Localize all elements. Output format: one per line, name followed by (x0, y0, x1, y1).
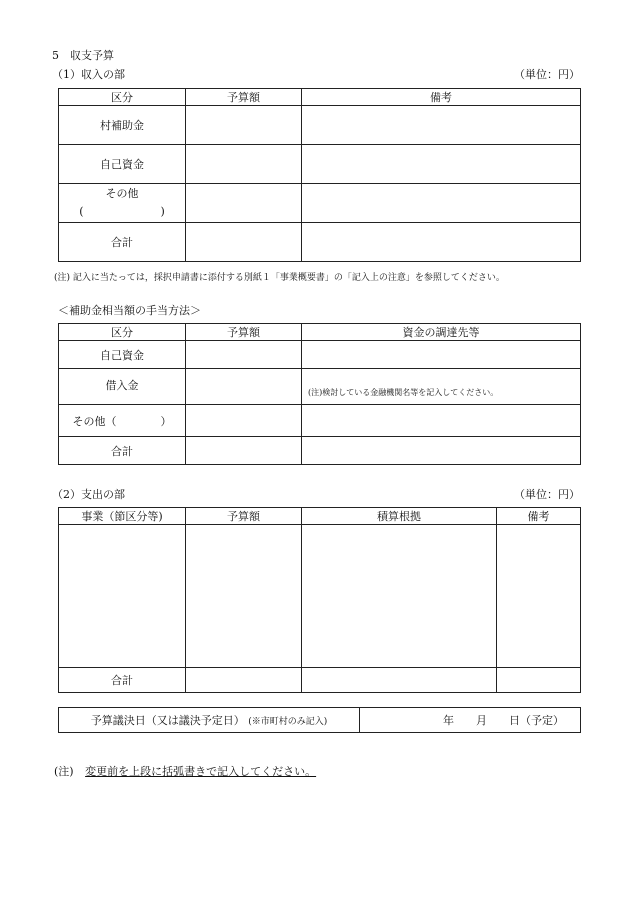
funding-source-cell[interactable] (302, 405, 581, 437)
table-row (59, 145, 581, 184)
resolution-date: 年 月 日（予定） (443, 714, 564, 727)
funding-source-cell[interactable]: (注)検討している金融機関名等を記入してください。 (302, 369, 581, 405)
row-label: 自己資金 (59, 145, 186, 184)
column-header: 積算根拠 (302, 508, 497, 525)
amount-cell[interactable] (186, 145, 302, 184)
expense-table (58, 507, 581, 693)
table-header-row (59, 89, 581, 106)
row-label: 合計 (59, 223, 186, 262)
table-row (59, 525, 581, 668)
table-row (59, 668, 581, 693)
income-unit: （単位：円） (514, 68, 580, 81)
amount-cell[interactable] (186, 668, 302, 693)
amount-cell[interactable] (186, 223, 302, 262)
row-label: その他 (105, 187, 139, 200)
column-header: 区分 (59, 89, 186, 106)
row-label: 合計 (59, 668, 186, 693)
row-label: 合計 (59, 437, 186, 465)
section-title: 5 収支予算 (52, 49, 114, 62)
expense-unit: （単位：円） (514, 488, 580, 501)
amount-cell[interactable] (186, 106, 302, 145)
basis-cell[interactable] (302, 525, 497, 668)
column-header: 事業（節区分等) (59, 508, 186, 525)
table-row (59, 106, 581, 145)
project-cell[interactable] (59, 525, 186, 668)
funding-source-cell[interactable] (302, 437, 581, 465)
resolution-label: 予算議決日（又は議決予定日） (90, 714, 245, 727)
column-header: 予算額 (186, 324, 302, 341)
footer-note-prefix: (注) (54, 765, 74, 778)
row-sublabel: ( ) (79, 205, 165, 218)
remarks-cell[interactable] (302, 145, 581, 184)
funding-source-cell[interactable] (302, 341, 581, 369)
row-label: 村補助金 (59, 106, 186, 145)
amount-cell[interactable] (186, 369, 302, 405)
amount-cell[interactable] (186, 437, 302, 465)
amount-cell[interactable] (186, 184, 302, 223)
amount-cell[interactable] (186, 525, 302, 668)
column-header: 備考 (497, 508, 581, 525)
table-header-row (59, 324, 581, 341)
table-row (59, 405, 581, 437)
expense-heading: （2）支出の部 (52, 488, 125, 501)
column-header: 予算額 (186, 89, 302, 106)
footer-note-text: 変更前を上段に括弧書きで記入してください。 (85, 765, 317, 778)
table-row (59, 184, 581, 223)
amount-cell[interactable] (186, 405, 302, 437)
basis-cell[interactable] (302, 668, 497, 693)
subsidy-table (58, 323, 581, 465)
resolution-date-cell[interactable] (360, 708, 581, 733)
income-heading: （1）収入の部 (52, 68, 125, 81)
remarks-cell[interactable] (302, 184, 581, 223)
table-row (59, 437, 581, 465)
column-header: 区分 (59, 324, 186, 341)
row-label: その他（ ） (59, 405, 186, 437)
table-row (59, 341, 581, 369)
column-header: 資金の調達先等 (302, 324, 581, 341)
amount-cell[interactable] (186, 341, 302, 369)
subsidy-heading: ＜補助金相当額の手当方法＞ (58, 304, 201, 317)
resolution-label-cell (59, 708, 360, 733)
resolution-label-note: (※市町村のみ記入) (248, 717, 328, 727)
remarks-cell[interactable] (497, 525, 581, 668)
remarks-cell[interactable] (497, 668, 581, 693)
remarks-cell[interactable] (302, 106, 581, 145)
resolution-table (58, 707, 581, 733)
income-table (58, 88, 581, 262)
remarks-cell[interactable] (302, 223, 581, 262)
row-label: 自己資金 (59, 341, 186, 369)
column-header: 備考 (302, 89, 581, 106)
table-header-row (59, 508, 581, 525)
table-row (59, 223, 581, 262)
table-row (59, 708, 581, 733)
row-label-other (59, 184, 186, 223)
table-row (59, 369, 581, 405)
income-note: (注) 記入に当たっては，採択申請書に添付する別紙１「事業概要書」の「記入上の注意」を参照してください。 (54, 273, 505, 283)
row-label: 借入金 (59, 369, 186, 405)
footer-note (54, 763, 316, 779)
column-header: 予算額 (186, 508, 302, 525)
